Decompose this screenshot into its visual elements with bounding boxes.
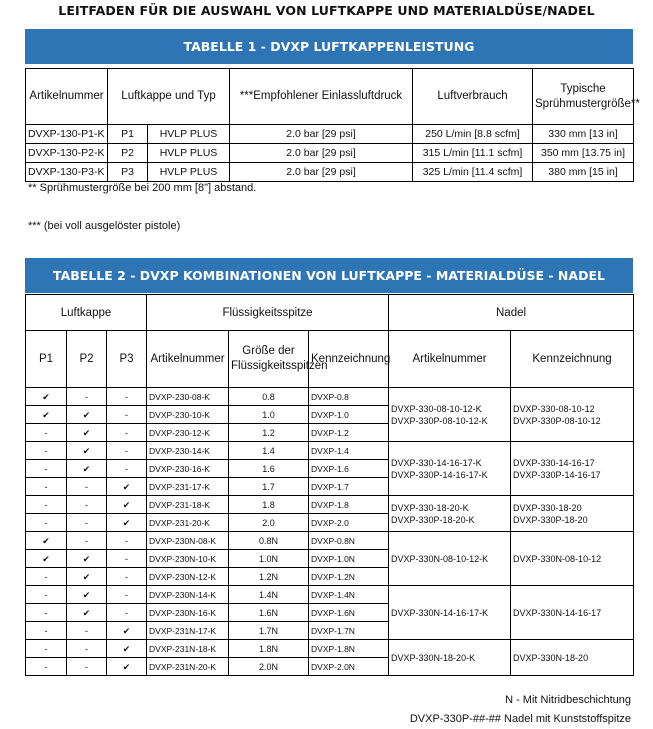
needle-line: DVXP-330N-14-16-17-K <box>391 607 489 618</box>
table1-title: TABELLE 1 - DVXP LUFTKAPPENLEISTUNG <box>25 29 633 64</box>
dash-cell: - <box>107 550 147 568</box>
tip-article-cell: DVXP-230-14-K <box>147 442 229 460</box>
tip-size-cell: 1.6N <box>229 604 309 622</box>
table1-header: Artikelnummer <box>26 69 108 125</box>
tip-article-cell: DVXP-231-20-K <box>147 514 229 532</box>
tip-marking-cell: DVXP-1.0 <box>309 406 389 424</box>
tip-size-cell: 1.7N <box>229 622 309 640</box>
dash-cell: - <box>26 424 67 442</box>
table2-sub-header: Artikelnummer <box>147 331 229 388</box>
dash-cell: - <box>107 424 147 442</box>
table-cell: DVXP-130-P3-K <box>26 163 108 182</box>
table2-sub-header: P3 <box>107 331 147 388</box>
table-cell: HVLP PLUS <box>148 144 230 163</box>
table1-header: ***Empfohlener Einlassluftdruck <box>230 69 413 125</box>
needle-marking-cell <box>511 532 634 586</box>
dash-cell: - <box>107 460 147 478</box>
tip-article-cell: DVXP-231-18-K <box>147 496 229 514</box>
tip-marking-cell: DVXP-1.8N <box>309 640 389 658</box>
page-title: LEITFADEN FÜR DIE AUSWAHL VON LUFTKAPPE UND MATERIALDÜSE/NADEL <box>58 3 595 18</box>
table-cell: 2.0 bar [29 psi] <box>230 125 413 144</box>
needle-marking-cell <box>511 388 634 442</box>
needle-article-cell <box>389 532 511 586</box>
tip-article-cell: DVXP-230-08-K <box>147 388 229 406</box>
dash-cell: - <box>26 658 67 676</box>
table-row <box>26 496 634 514</box>
tip-size-cell: 0.8N <box>229 532 309 550</box>
needle-line: DVXP-330P-18-20 <box>513 514 588 525</box>
dash-cell: - <box>107 604 147 622</box>
table-cell: HVLP PLUS <box>148 163 230 182</box>
needle-marking-cell <box>511 586 634 640</box>
checkmark-icon: ✔ <box>107 658 147 676</box>
dash-cell: - <box>107 568 147 586</box>
dash-cell: - <box>67 532 107 550</box>
dash-cell: - <box>26 586 67 604</box>
dash-cell: - <box>26 640 67 658</box>
tip-size-cell: 1.4N <box>229 586 309 604</box>
dash-cell: - <box>67 388 107 406</box>
legend-plastic-tip: DVXP-330P-##-## Nadel mit Kunststoffspitze <box>409 713 631 725</box>
checkmark-icon: ✔ <box>67 586 107 604</box>
tip-size-cell: 1.8N <box>229 640 309 658</box>
checkmark-icon: ✔ <box>67 604 107 622</box>
table2-title: TABELLE 2 - DVXP KOMBINATIONEN VON LUFTKAPPE - MATERIALDÜSE - NADEL <box>25 258 633 293</box>
dash-cell: - <box>26 442 67 460</box>
needle-marking-cell <box>511 442 634 496</box>
table-cell: 330 mm [13 in] <box>533 125 634 144</box>
needle-line: DVXP-330N-18-20 <box>513 652 589 663</box>
checkmark-icon: ✔ <box>67 442 107 460</box>
table-cell: P1 <box>108 125 148 144</box>
dash-cell: - <box>26 478 67 496</box>
table2-sub-header: P1 <box>26 331 67 388</box>
tip-marking-cell: DVXP-1.2 <box>309 424 389 442</box>
needle-line: DVXP-330N-08-10-12 <box>513 553 602 564</box>
needle-line: DVXP-330P-14-16-17-K <box>391 469 488 480</box>
table-row <box>26 640 634 658</box>
needle-marking-cell <box>511 640 634 676</box>
tip-article-cell: DVXP-230-16-K <box>147 460 229 478</box>
table-cell: DVXP-130-P1-K <box>26 125 108 144</box>
table-cell: 315 L/min [11.1 scfm] <box>413 144 533 163</box>
checkmark-icon: ✔ <box>67 550 107 568</box>
table2-group-header-row <box>26 295 634 331</box>
needle-article-cell <box>389 640 511 676</box>
tip-article-cell: DVXP-230N-14-K <box>147 586 229 604</box>
checkmark-icon: ✔ <box>107 478 147 496</box>
dash-cell: - <box>107 532 147 550</box>
tip-marking-cell: DVXP-2.0N <box>309 658 389 676</box>
table-cell: 380 mm [15 in] <box>533 163 634 182</box>
needle-line: DVXP-330-14-16-17-K <box>391 457 482 468</box>
table-row <box>26 144 634 163</box>
checkmark-icon: ✔ <box>26 406 67 424</box>
table-row <box>26 125 634 144</box>
needle-line: DVXP-330-08-10-12-K <box>391 403 482 414</box>
tip-article-cell: DVXP-230N-12-K <box>147 568 229 586</box>
table2-sub-header: Artikelnummer <box>389 331 511 388</box>
table1-header-row <box>26 69 634 125</box>
table1-footnote-pressure: *** (bei voll ausgelöster pistole) <box>28 220 181 232</box>
tip-article-cell: DVXP-230N-08-K <box>147 532 229 550</box>
needle-line: DVXP-330-14-16-17 <box>513 457 595 468</box>
needle-line: DVXP-330N-14-16-17 <box>513 607 602 618</box>
tip-size-cell: 1.4 <box>229 442 309 460</box>
table1-header: Luftverbrauch <box>413 69 533 125</box>
tip-size-cell: 1.6 <box>229 460 309 478</box>
tip-marking-cell: DVXP-1.4 <box>309 442 389 460</box>
dash-cell: - <box>107 586 147 604</box>
table-row <box>26 163 634 182</box>
tip-marking-cell: DVXP-0.8N <box>309 532 389 550</box>
needle-line: DVXP-330-18-20 <box>513 502 582 513</box>
dash-cell: - <box>67 658 107 676</box>
tip-size-cell: 1.8 <box>229 496 309 514</box>
tip-article-cell: DVXP-230-10-K <box>147 406 229 424</box>
table1-header: Typische Sprühmustergröße** <box>533 69 634 125</box>
tip-size-cell: 1.7 <box>229 478 309 496</box>
needle-line: DVXP-330-18-20-K <box>391 502 469 513</box>
dash-cell: - <box>26 604 67 622</box>
tip-article-cell: DVXP-231N-20-K <box>147 658 229 676</box>
table-row <box>26 532 634 550</box>
needle-line: DVXP-330P-08-10-12-K <box>391 415 488 426</box>
checkmark-icon: ✔ <box>67 568 107 586</box>
table2-body <box>26 388 634 676</box>
dash-cell: - <box>107 406 147 424</box>
checkmark-icon: ✔ <box>67 460 107 478</box>
checkmark-icon: ✔ <box>26 532 67 550</box>
checkmark-icon: ✔ <box>26 550 67 568</box>
dash-cell: - <box>107 388 147 406</box>
table2-combinations <box>25 294 634 676</box>
needle-article-cell <box>389 442 511 496</box>
checkmark-icon: ✔ <box>26 388 67 406</box>
needle-line: DVXP-330P-14-16-17 <box>513 469 601 480</box>
needle-line: DVXP-330N-18-20-K <box>391 652 476 663</box>
needle-marking-cell <box>511 496 634 532</box>
table-cell: 2.0 bar [29 psi] <box>230 163 413 182</box>
table2-sub-header: Kennzeichnung <box>309 331 389 388</box>
tip-article-cell: DVXP-230N-10-K <box>147 550 229 568</box>
dash-cell: - <box>26 496 67 514</box>
tip-marking-cell: DVXP-1.2N <box>309 568 389 586</box>
checkmark-icon: ✔ <box>107 622 147 640</box>
tip-article-cell: DVXP-230N-16-K <box>147 604 229 622</box>
table-cell: 2.0 bar [29 psi] <box>230 144 413 163</box>
tip-marking-cell: DVXP-1.8 <box>309 496 389 514</box>
dash-cell: - <box>26 622 67 640</box>
needle-line: DVXP-330-08-10-12 <box>513 403 595 414</box>
table-cell: DVXP-130-P2-K <box>26 144 108 163</box>
table1-header: Luftkappe und Typ <box>108 69 230 125</box>
tip-article-cell: DVXP-230-12-K <box>147 424 229 442</box>
table-row <box>26 586 634 604</box>
tip-marking-cell: DVXP-1.0N <box>309 550 389 568</box>
dash-cell: - <box>67 496 107 514</box>
tip-size-cell: 1.2N <box>229 568 309 586</box>
table-cell: HVLP PLUS <box>148 125 230 144</box>
checkmark-icon: ✔ <box>107 496 147 514</box>
needle-line: DVXP-330P-18-20-K <box>391 514 475 525</box>
tip-size-cell: 1.2 <box>229 424 309 442</box>
dash-cell: - <box>67 514 107 532</box>
table2-group-header: Flüssigkeitsspitze <box>147 295 389 331</box>
tip-size-cell: 1.0N <box>229 550 309 568</box>
needle-line: DVXP-330N-08-10-12-K <box>391 553 489 564</box>
checkmark-icon: ✔ <box>107 640 147 658</box>
tip-marking-cell: DVXP-2.0 <box>309 514 389 532</box>
tip-marking-cell: DVXP-1.6 <box>309 460 389 478</box>
tip-size-cell: 0.8 <box>229 388 309 406</box>
table-cell: 325 L/min [11.4 scfm] <box>413 163 533 182</box>
dash-cell: - <box>26 514 67 532</box>
dash-cell: - <box>67 622 107 640</box>
tip-marking-cell: DVXP-1.7 <box>309 478 389 496</box>
dash-cell: - <box>107 442 147 460</box>
table-cell: 250 L/min [8.8 scfm] <box>413 125 533 144</box>
tip-article-cell: DVXP-231N-17-K <box>147 622 229 640</box>
table2-sub-header-row <box>26 331 634 388</box>
table2-sub-header: Kennzeichnung <box>511 331 634 388</box>
table2-group-header: Luftkappe <box>26 295 147 331</box>
needle-article-cell <box>389 586 511 640</box>
needle-line: DVXP-330P-08-10-12 <box>513 415 601 426</box>
dash-cell: - <box>26 460 67 478</box>
table2-sub-header: Größe der Flüssigkeitsspitzen <box>229 331 309 388</box>
table2-group-header: Nadel <box>389 295 634 331</box>
needle-article-cell <box>389 496 511 532</box>
table2-sub-header: P2 <box>67 331 107 388</box>
table1-footnote-spray-pattern: ** Sprühmustergröße bei 200 mm [8"] abstand. <box>28 182 257 194</box>
table-cell: P2 <box>108 144 148 163</box>
dash-cell: - <box>67 478 107 496</box>
table-cell: 350 mm [13.75 in] <box>533 144 634 163</box>
table-cell: P3 <box>108 163 148 182</box>
tip-article-cell: DVXP-231N-18-K <box>147 640 229 658</box>
tip-size-cell: 1.0 <box>229 406 309 424</box>
tip-marking-cell: DVXP-1.7N <box>309 622 389 640</box>
needle-article-cell <box>389 388 511 442</box>
tip-size-cell: 2.0 <box>229 514 309 532</box>
checkmark-icon: ✔ <box>67 406 107 424</box>
checkmark-icon: ✔ <box>107 514 147 532</box>
dash-cell: - <box>26 568 67 586</box>
tip-marking-cell: DVXP-1.4N <box>309 586 389 604</box>
table1-air-cap-performance <box>25 68 640 182</box>
tip-marking-cell: DVXP-0.8 <box>309 388 389 406</box>
tip-article-cell: DVXP-231-17-K <box>147 478 229 496</box>
tip-marking-cell: DVXP-1.6N <box>309 604 389 622</box>
legend-nitride: N - Mit Nitridbeschichtung <box>505 694 631 706</box>
table-row <box>26 388 634 406</box>
table-row <box>26 442 634 460</box>
tip-size-cell: 2.0N <box>229 658 309 676</box>
checkmark-icon: ✔ <box>67 424 107 442</box>
dash-cell: - <box>67 640 107 658</box>
